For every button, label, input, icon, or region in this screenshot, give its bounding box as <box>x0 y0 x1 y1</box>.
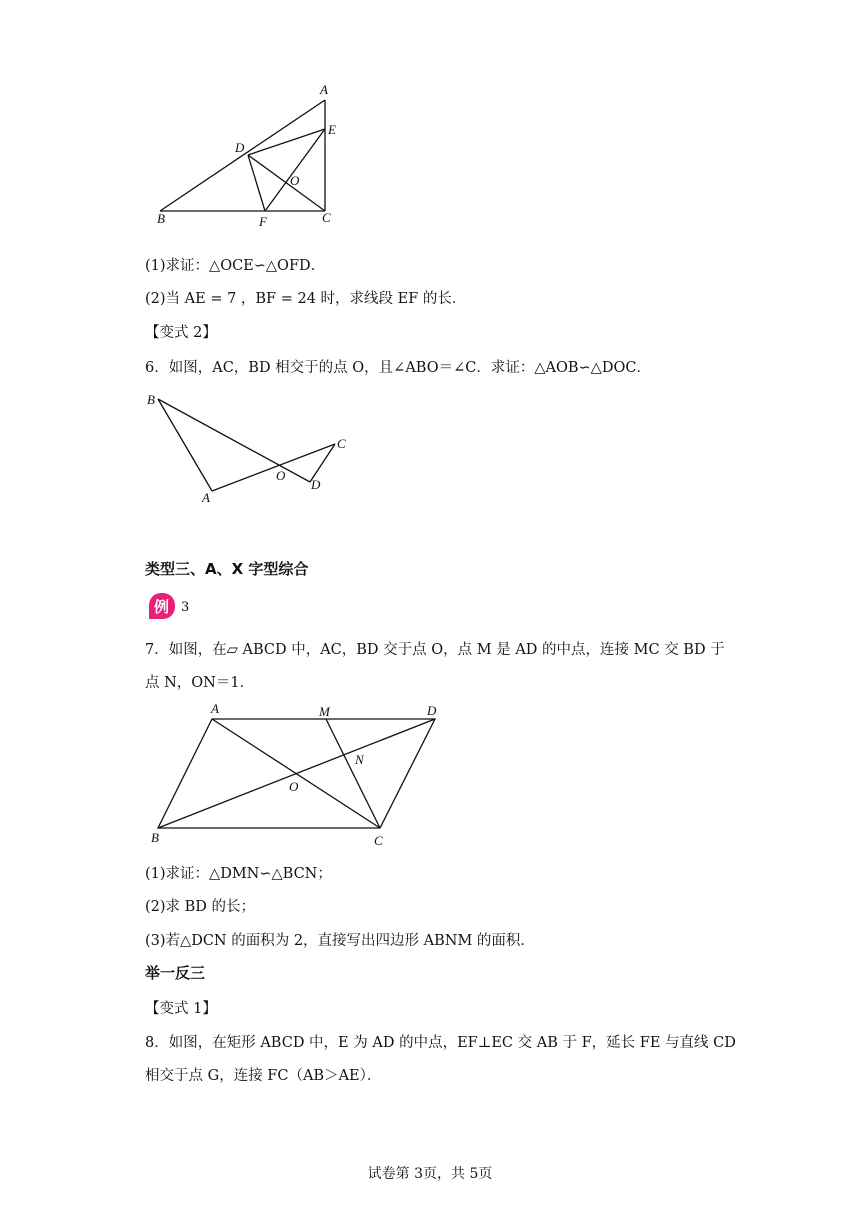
label-a: A <box>211 701 219 716</box>
question-8-line2: 相交于点 G，连接 FC（AB＞AE）． <box>145 1068 382 1084</box>
label-f: F <box>259 214 267 228</box>
label-b: B <box>147 392 155 407</box>
label-d: D <box>427 703 437 718</box>
question-7-line1: 7．如图，在▱ ABCD 中，AC，BD 交于点 O，点 M 是 AD 的中点，连接 MC 交 BD 于 <box>145 642 725 658</box>
q7-part3: (3)若△DCN 的面积为 2，直接写出四边形 ABNM 的面积． <box>145 933 535 949</box>
example-number: 3 <box>181 600 190 615</box>
q5-part2: (2)当 AE = 7 ，BF = 24 时，求线段 EF 的长． <box>145 291 467 307</box>
example-badge-icon <box>147 591 177 621</box>
label-e: E <box>328 122 336 137</box>
label-c: C <box>374 833 383 848</box>
label-a: A <box>202 490 210 505</box>
label-o: O <box>289 779 299 794</box>
q7-part2: (2)求 BD 的长； <box>145 899 256 915</box>
q7-part1: (1)求证：△DMN∽△BCN； <box>145 866 332 882</box>
variant2-heading: 【变式 2】 <box>145 325 217 341</box>
question-8-line1: 8．如图，在矩形 ABCD 中，E 为 AD 的中点，EF⊥EC 交 AB 于 F，延长 FE 与直线 CD <box>145 1035 736 1051</box>
label-b: B <box>151 830 159 845</box>
q5-part1: (1)求证：△OCE∽△OFD． <box>145 258 326 274</box>
label-c: C <box>337 436 346 451</box>
example-badge-label: 例 <box>154 598 170 616</box>
figure-parallelogram <box>145 698 455 853</box>
label-d: D <box>311 477 321 492</box>
figure-bowtie <box>140 385 360 510</box>
page-footer: 试卷第 3页，共 5页 <box>367 1166 493 1182</box>
label-b: B <box>157 211 165 226</box>
label-o: O <box>276 468 286 483</box>
label-c: C <box>322 210 331 225</box>
question-6: 6．如图，AC，BD 相交于的点 O，且∠ABO＝∠C．求证：△AOB∽△DOC． <box>145 360 651 376</box>
label-o: O <box>290 173 300 188</box>
label-n: N <box>355 752 364 767</box>
section-heading-type3: 类型三、A、X 字型综合 <box>145 560 309 578</box>
variant1-heading: 【变式 1】 <box>145 1001 217 1017</box>
label-a: A <box>320 82 328 97</box>
figure-triangle-abc <box>145 78 365 228</box>
practice-heading: 举一反三 <box>145 964 206 982</box>
label-m: M <box>319 704 330 719</box>
question-7-line2: 点 N，ON＝1． <box>145 675 255 691</box>
label-d: D <box>235 140 245 155</box>
